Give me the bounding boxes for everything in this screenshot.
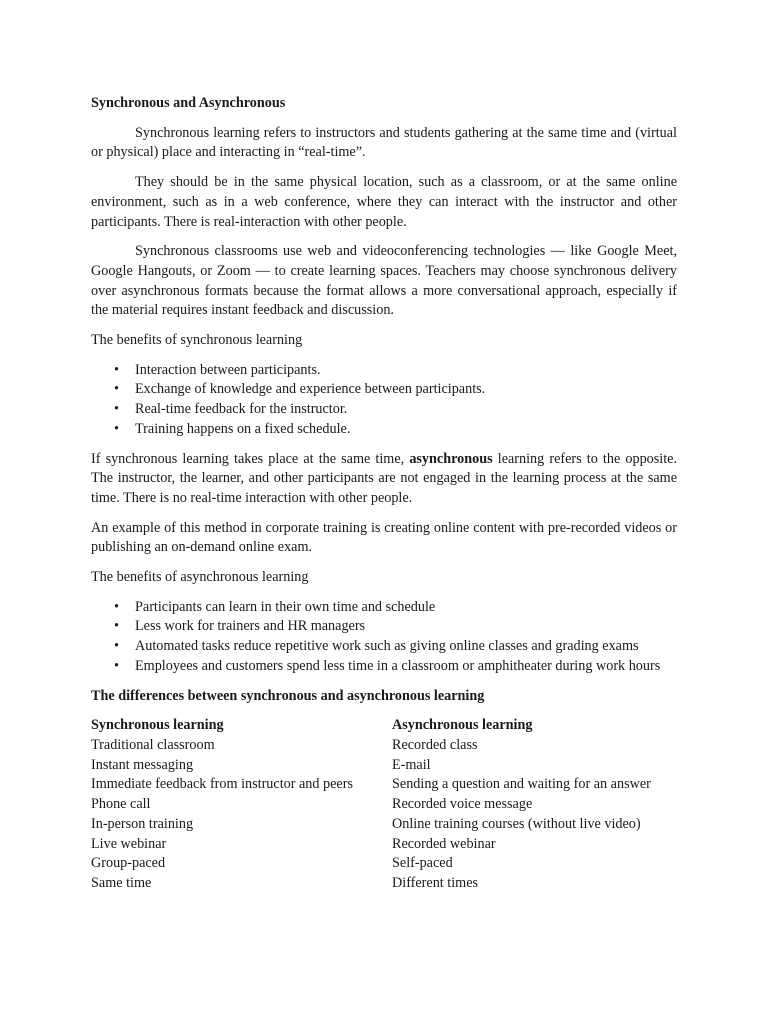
paragraph-classrooms: Synchronous classrooms use web and videoconferencing technologies — like Google Meet, Google Hangouts, or Zoom — to create learning spaces. Teachers may choose synchronous delivery over asynchronous formats because the format allows a more conversational approach, especially if the material requires instant feedback and discussion. [91, 243, 677, 319]
list-item [91, 617, 677, 637]
list-item-text: Interaction between participants. [135, 361, 321, 378]
table-row [91, 854, 677, 874]
table-cell: Phone call [91, 796, 151, 813]
bullet-icon: • [114, 381, 119, 398]
list-item [91, 598, 677, 618]
table-cell: In-person training [91, 815, 194, 832]
bullet-icon: • [114, 401, 119, 418]
paragraph-location: They should be in the same physical location, such as a classroom, or at the same online environment, such as in a web conference, where they can interact with the instructor and other participants. There is real-interaction with other people. [91, 174, 677, 230]
table-header-row [91, 716, 677, 736]
list-item [91, 657, 677, 677]
document-title: Synchronous and Asynchronous [91, 95, 286, 111]
table-row [91, 815, 677, 835]
table-cell: Different times [392, 874, 479, 891]
paragraph-asynchronous-start: If synchronous learning takes place at the same time, [91, 450, 410, 467]
list-item [91, 361, 677, 381]
table-cell: Live webinar [91, 835, 167, 852]
bullet-icon: • [114, 420, 119, 437]
asynchronous-emphasis: asynchronous [409, 450, 493, 467]
bullet-icon: • [114, 618, 119, 635]
async-benefits-heading: The benefits of asynchronous learning [91, 569, 309, 586]
list-item-text: Automated tasks reduce repetitive work such as giving online classes and grading exams [135, 638, 639, 655]
list-item-text: Less work for trainers and HR managers [135, 618, 366, 635]
table-row [91, 756, 677, 776]
table-cell: Traditional classroom [91, 736, 215, 753]
table-row [91, 835, 677, 855]
table-cell: Sending a question and waiting for an answer [392, 776, 651, 793]
table-cell: Same time [91, 874, 152, 891]
document-body [91, 94, 677, 894]
table-cell: Recorded voice message [392, 796, 533, 813]
table-cell: Online training courses (without live video) [392, 815, 641, 832]
table-cell: Instant messaging [91, 756, 194, 773]
paragraph-asynchronous-end: learning refers to the opposite. The instructor, the learner, and other participants are not engaged in the learning process at the same time. There is no real-time interaction with other people. [91, 450, 678, 506]
table-cell: Self-paced [392, 855, 453, 872]
comparison-table [91, 716, 677, 893]
list-item [91, 380, 677, 400]
bullet-icon: • [114, 657, 119, 674]
bullet-icon: • [114, 638, 119, 655]
table-cell: E-mail [392, 756, 431, 773]
async-benefits-list [91, 598, 677, 677]
comparison-title: The differences between synchronous and asynchronous learning [91, 687, 485, 704]
table-row [91, 874, 677, 894]
list-item-text: Employees and customers spend less time in a classroom or amphitheater during work hours [135, 657, 661, 674]
list-item-text: Exchange of knowledge and experience between participants. [135, 381, 486, 398]
table-row [91, 775, 677, 795]
list-item-text: Participants can learn in their own time and schedule [135, 598, 436, 615]
list-item [91, 637, 677, 657]
table-row [91, 795, 677, 815]
list-item [91, 400, 677, 420]
table-row [91, 736, 677, 756]
table-cell: Immediate feedback from instructor and peers [91, 776, 353, 793]
paragraph-example: An example of this method in corporate training is creating online content with pre-recorded videos or publishing an on-demand online exam. [91, 519, 677, 556]
paragraph-definition: Synchronous learning refers to instructors and students gathering at the same time and (virtual or physical) place and interacting in “real-time”. [91, 124, 677, 161]
list-item-text: Real-time feedback for the instructor. [135, 401, 348, 418]
column-header-asynchronous: Asynchronous learning [392, 717, 533, 734]
table-cell: Group-paced [91, 855, 166, 872]
sync-benefits-heading: The benefits of synchronous learning [91, 332, 303, 349]
table-cell: Recorded webinar [392, 835, 496, 852]
list-item [91, 420, 677, 440]
column-header-synchronous: Synchronous learning [91, 717, 224, 734]
list-item-text: Training happens on a fixed schedule. [135, 420, 351, 437]
paragraph-asynchronous [91, 450, 677, 509]
bullet-icon: • [114, 361, 119, 378]
sync-benefits-list [91, 361, 677, 440]
table-cell: Recorded class [392, 736, 478, 753]
bullet-icon: • [114, 598, 119, 615]
